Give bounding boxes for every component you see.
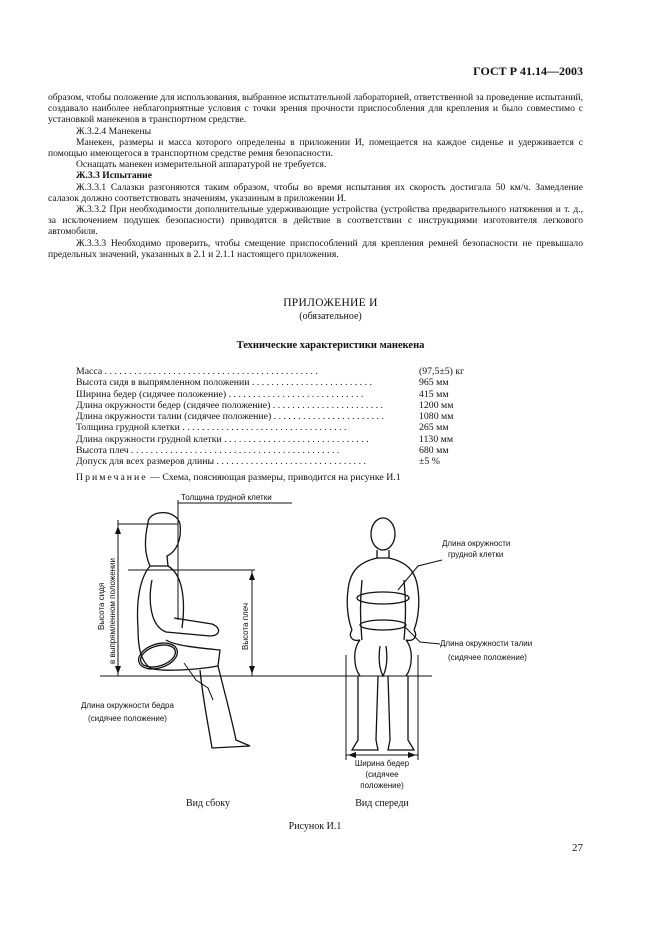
page-number: 27	[572, 842, 583, 854]
label-seated-height-line2: в выпрямленном положении	[108, 558, 117, 664]
spec-label: Высота плеч . . . . . . . . . . . . . . . . . . . . . . . . . . . . . . . . . . . . . . . . . . .	[76, 445, 340, 457]
paragraph: Ж.3.3.2 При необходимости дополнительные удерживающие устройства (устройства предварительного натяжения и т. д., за исключением подушек безопасности) приводятся в действие в соответствии с инструкциями изготовителя легкового автомобиля.	[48, 204, 583, 238]
note-prefix: Примечание	[76, 472, 148, 483]
spec-value: ±5 %	[419, 456, 440, 468]
spec-value: 415 мм	[419, 388, 449, 400]
spec-value: 680 мм	[419, 445, 449, 457]
spec-value: (97,5±5) кг	[419, 366, 465, 377]
side-view-figure	[135, 513, 250, 748]
spec-label: Длина окружности талии (сидячее положение) . . . . . . . . . . . . . . . . . . . . . . .	[76, 411, 384, 423]
label-waist-circumference-line1: Длина окружности талии	[440, 639, 533, 648]
note-text: — Схема, поясняющая размеры, приводится на рисунке И.1	[147, 472, 401, 483]
label-hip-width-line3: положение)	[360, 781, 404, 790]
spec-value: 265 мм	[419, 422, 449, 434]
label-hip-width-line2: (сидячее	[365, 770, 399, 779]
label-chest-circumference-line1: Длина окружности	[442, 539, 511, 548]
label-hip-width-line1: Ширина бедер	[354, 759, 410, 768]
label-shoulder-height: Высота плеч	[241, 602, 250, 650]
label-seated-height-line1: Высота сидя	[97, 582, 106, 630]
spec-label: Высота сидя в выпрямленном положении . . . . . . . . . . . . . . . . . . . . . . . . .	[76, 377, 372, 389]
label-chest-circumference-line2: грудной клетки	[448, 550, 504, 559]
paragraph: Манекен, размеры и масса которого определены в приложении И, помещается на каждое сиденье и удерживается с помощью имеющегося в транспортном средстве ремня безопасности.	[48, 136, 583, 160]
paragraph: образом, чтобы положение для использования, выбранное испытательной лабораторией, ответственной за проведение испытаний, создавало наиболее неблагоприятные условия с точки зрения прочности приспособления для крепления и было совместимо с установкой манекенов в транспортном средстве.	[48, 92, 583, 126]
front-view-figure	[347, 518, 419, 750]
side-view-arrows	[115, 526, 255, 674]
label-hip-circumference-line2: (сидячее положение)	[88, 714, 167, 723]
spec-value: 1200 мм	[419, 399, 454, 411]
spec-label: Длина окружности грудной клетки . . . . . . . . . . . . . . . . . . . . . . . . . . . . . .	[76, 433, 369, 445]
paragraph: Ж.3.2.4 Манекены	[76, 125, 152, 137]
label-chest-thickness: Толщина грудной клетки	[181, 493, 272, 502]
spec-label: Допуск для всех размеров длины . . . . . . . . . . . . . . . . . . . . . . . . . . . . . . .	[76, 456, 366, 468]
spec-label: Толщина грудной клетки . . . . . . . . . . . . . . . . . . . . . . . . . . . . . . . . . .	[76, 422, 347, 434]
front-view-dimensions	[346, 560, 442, 760]
appendix-title: ПРИЛОЖЕНИЕ И	[283, 297, 378, 309]
caption-front-view: Вид спереди	[355, 798, 409, 809]
appendix-subtitle: (обязательное)	[299, 311, 362, 322]
figure-caption: Рисунок И.1	[288, 821, 342, 832]
spec-value: 965 мм	[419, 377, 449, 389]
paragraph: Оснащать манекен измерительной аппаратурой не требуется.	[76, 159, 327, 171]
section-heading: Ж.3.3 Испытание	[76, 170, 152, 182]
label-hip-circumference-line1: Длина окружности бедра	[81, 701, 174, 710]
label-waist-circumference-line2: (сидячее положение)	[448, 653, 527, 662]
paragraph: Ж.3.3.1 Салазки разгоняются таким образом, чтобы во время испытания их скорость достигала 50 км/ч. Замедление салазок должно соответствовать значениям, указанным в приложении И.	[48, 181, 583, 204]
spec-label: Масса . . . . . . . . . . . . . . . . . . . . . . . . . . . . . . . . . . . . . . . . . . . .	[76, 366, 318, 377]
paragraph: Ж.3.3.3 Необходимо проверить, чтобы смещение приспособлений для крепления ремней безопасности не превышало предельных значений, указанных в 2.1 и 2.1.1 настоящего приложения.	[48, 237, 583, 260]
spec-value: 1080 мм	[419, 411, 454, 423]
spec-label: Ширина бедер (сидячее положение) . . . . . . . . . . . . . . . . . . . . . . . . . . . .	[76, 388, 364, 400]
document-number: ГОСТ Р 41.14—2003	[473, 64, 583, 78]
spec-label: Длина окружности бедер (сидячее положение) . . . . . . . . . . . . . . . . . . . . . . .	[76, 399, 384, 411]
caption-side-view: Вид сбоку	[186, 798, 230, 809]
spec-value: 1130 мм	[419, 433, 454, 445]
spec-heading: Технические характеристики манекена	[236, 340, 425, 351]
